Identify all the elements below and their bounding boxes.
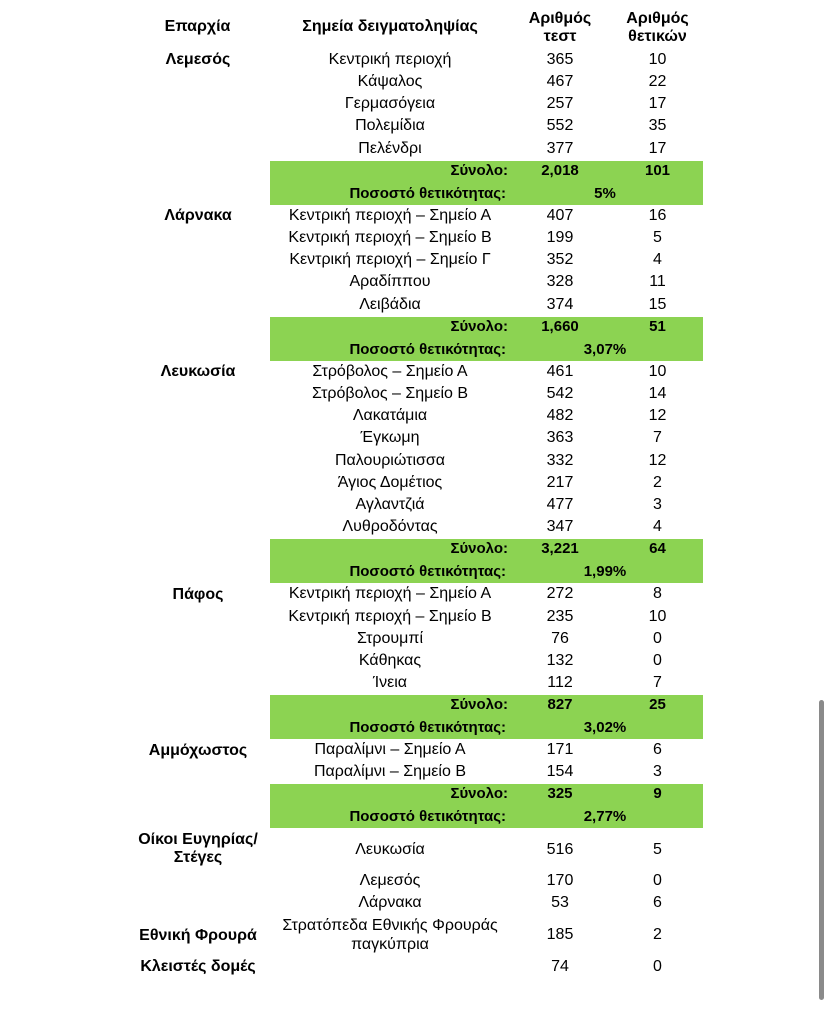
- tests-count: 477: [546, 496, 574, 513]
- table-row: [0, 672, 828, 694]
- positives-count: 8: [653, 585, 662, 602]
- table-row: [0, 739, 828, 761]
- table-row: [0, 405, 828, 427]
- site-name: Πελένδρι: [358, 140, 422, 157]
- table-row: [0, 494, 828, 516]
- site-name: Λάρνακα: [358, 894, 422, 911]
- positives-count: 0: [653, 872, 662, 889]
- header-tests-line1: Αριθμός: [528, 10, 592, 27]
- positives-count: 17: [648, 95, 667, 112]
- tests-count: 132: [546, 652, 574, 669]
- positives-count: 0: [653, 958, 662, 975]
- table-row: [0, 924, 828, 946]
- positives-count: 10: [648, 608, 667, 625]
- site-name: Κεντρική περιοχή – Σημείο Α: [288, 585, 492, 602]
- table-row: [0, 205, 828, 227]
- site-name: Αραδίππου: [349, 273, 431, 290]
- tests-count: 374: [546, 296, 574, 313]
- table-row: [0, 115, 828, 137]
- site-name: Παλουριώτισσα: [334, 452, 445, 469]
- total-tests: 827: [547, 696, 573, 713]
- positives-count: 7: [653, 429, 662, 446]
- positives-count: 12: [648, 407, 667, 424]
- site-name: Κάψαλος: [357, 73, 423, 90]
- tests-count: 516: [546, 841, 574, 858]
- header-district: Επαρχία: [164, 18, 231, 35]
- positivity-value: 2,77%: [583, 808, 627, 825]
- total-positives: 25: [649, 696, 666, 713]
- site-name: Λειβάδια: [359, 296, 421, 313]
- positivity-label: Ποσοστό θετικότητας:: [349, 808, 506, 825]
- table-row: [0, 227, 828, 249]
- tests-count: 482: [546, 407, 574, 424]
- header-tests: [510, 10, 610, 46]
- positives-count: 22: [648, 73, 667, 90]
- table-row: [0, 450, 828, 472]
- tests-count: 199: [546, 229, 574, 246]
- site-name: Λυθροδόντας: [342, 518, 438, 535]
- site-name: Ίνεια: [372, 674, 408, 691]
- total-tests: 325: [547, 785, 573, 802]
- district-name: Λεμεσός: [165, 51, 231, 68]
- site-name-line2: παγκύπρια: [351, 936, 429, 953]
- district-name-line1: Οίκοι Ευγηρίας/: [138, 831, 258, 848]
- tests-count: 363: [546, 429, 574, 446]
- tests-count: 74: [551, 958, 569, 975]
- tests-count: 552: [546, 117, 574, 134]
- positives-count: 3: [653, 763, 662, 780]
- table-row: [0, 761, 828, 783]
- site-name: Λεμεσός: [359, 872, 421, 889]
- site-name: Λακατάμια: [352, 407, 428, 424]
- positives-count: 0: [653, 630, 662, 647]
- tests-count: 154: [546, 763, 574, 780]
- site-name: Παραλίμνι – Σημείο Α: [314, 741, 466, 758]
- tests-count: 217: [546, 474, 574, 491]
- site-name: Στρόβολος – Σημείο Α: [312, 363, 468, 380]
- site-name: Κεντρική περιοχή – Σημείο Β: [288, 608, 492, 625]
- positivity-value: 3,02%: [583, 719, 627, 736]
- tests-count: 53: [551, 894, 569, 911]
- table-row: [0, 583, 828, 605]
- positives-count: 5: [653, 229, 662, 246]
- positives-count: 5: [653, 841, 662, 858]
- table-row: [0, 650, 828, 672]
- total-tests: 1,660: [541, 318, 579, 335]
- site-name: Αγλαντζιά: [355, 496, 425, 513]
- site-name: Έγκωμη: [360, 429, 420, 446]
- positivity-value: 3,07%: [583, 341, 627, 358]
- table-row: [0, 71, 828, 93]
- total-label: Σύνολο:: [450, 696, 508, 713]
- table-row: [0, 361, 828, 383]
- tests-count: 352: [546, 251, 574, 268]
- tests-count: 377: [546, 140, 574, 157]
- tests-count: 467: [546, 73, 574, 90]
- district-name: Εθνική Φρουρά: [139, 927, 257, 944]
- total-label: Σύνολο:: [450, 785, 508, 802]
- table-row: [0, 249, 828, 271]
- table-row: [0, 294, 828, 316]
- district-name: Κλειστές δομές: [140, 958, 256, 975]
- table-row: [0, 870, 828, 892]
- positives-count: 2: [653, 474, 662, 491]
- table-row: [0, 839, 828, 861]
- site-name: Λευκωσία: [355, 841, 425, 858]
- positives-count: 6: [653, 741, 662, 758]
- positivity-value: 5%: [594, 185, 616, 202]
- district-name: Λάρνακα: [164, 207, 232, 224]
- total-positives: 101: [644, 162, 671, 179]
- tests-count: 171: [546, 741, 574, 758]
- site-name: Κεντρική περιοχή: [328, 51, 452, 68]
- header-sites: Σημεία δειγματοληψίας: [302, 18, 478, 35]
- site-name: Κεντρική περιοχή – Σημείο Α: [288, 207, 492, 224]
- total-positives: 9: [653, 785, 662, 802]
- district-name-line2: Στέγες: [173, 849, 223, 866]
- header-positives-line2: θετικών: [628, 28, 687, 45]
- tests-count: 365: [546, 51, 574, 68]
- positives-count: 0: [653, 652, 662, 669]
- total-positives: 64: [649, 540, 666, 557]
- positives-count: 6: [653, 894, 662, 911]
- table-row: [0, 427, 828, 449]
- site-name: Άγιος Δομέτιος: [337, 474, 443, 491]
- vertical-scrollbar[interactable]: [819, 700, 824, 1000]
- tests-count: 347: [546, 518, 574, 535]
- site-name: Κεντρική περιοχή – Σημείο Β: [288, 229, 492, 246]
- positivity-label: Ποσοστό θετικότητας:: [349, 563, 506, 580]
- positivity-label: Ποσοστό θετικότητας:: [349, 719, 506, 736]
- site-name: Στρόβολος – Σημείο Β: [311, 385, 469, 402]
- tests-count: 407: [546, 207, 574, 224]
- positives-count: 17: [648, 140, 667, 157]
- table-row: [0, 628, 828, 650]
- positivity-value: 1,99%: [583, 563, 627, 580]
- total-positives: 51: [649, 318, 666, 335]
- table-row: [0, 892, 828, 914]
- positives-count: 3: [653, 496, 662, 513]
- positivity-label: Ποσοστό θετικότητας:: [349, 341, 506, 358]
- site-name: Κάθηκας: [358, 652, 422, 669]
- positives-count: 16: [648, 207, 667, 224]
- positives-count: 4: [653, 518, 662, 535]
- positives-count: 12: [648, 452, 667, 469]
- tests-count: 272: [546, 585, 574, 602]
- tests-count: 112: [547, 674, 573, 691]
- site-name: Στρουμπί: [356, 630, 423, 647]
- header-positives-line1: Αριθμός: [626, 10, 689, 27]
- tests-count: 76: [551, 630, 569, 647]
- positives-count: 35: [648, 117, 667, 134]
- table-row: [0, 383, 828, 405]
- tests-count: 257: [546, 95, 574, 112]
- total-tests: 2,018: [541, 162, 579, 179]
- table-row: [0, 472, 828, 494]
- header-positives: [610, 10, 705, 46]
- total-tests: 3,221: [541, 540, 579, 557]
- total-label: Σύνολο:: [450, 162, 508, 179]
- site-name: Πολεμίδια: [355, 117, 425, 134]
- table-row: [0, 956, 828, 978]
- tests-count: 328: [546, 273, 574, 290]
- site-name: Παραλίμνι – Σημείο Β: [314, 763, 466, 780]
- positivity-label: Ποσοστό θετικότητας:: [349, 185, 506, 202]
- positives-count: 10: [648, 363, 667, 380]
- tests-count: 332: [546, 452, 574, 469]
- positives-count: 15: [648, 296, 667, 313]
- table-row: [0, 93, 828, 115]
- tests-count: 461: [546, 363, 574, 380]
- tests-count: 185: [546, 926, 574, 943]
- table-row: [0, 49, 828, 71]
- positives-count: 4: [653, 251, 662, 268]
- table-row: [0, 271, 828, 293]
- positives-count: 11: [649, 273, 666, 290]
- site-name-line1: Στρατόπεδα Εθνικής Φρουράς: [282, 917, 498, 934]
- table-row: [0, 138, 828, 160]
- positives-count: 2: [653, 926, 662, 943]
- header-tests-line2: τεστ: [543, 28, 577, 45]
- positives-count: 7: [653, 674, 662, 691]
- district-name: Πάφος: [172, 586, 224, 603]
- total-label: Σύνολο:: [450, 540, 508, 557]
- total-label: Σύνολο:: [450, 318, 508, 335]
- table-row: [0, 606, 828, 628]
- positives-count: 14: [648, 385, 667, 402]
- site-name: Κεντρική περιοχή – Σημείο Γ: [289, 251, 491, 268]
- district-name: Λευκωσία: [160, 363, 236, 380]
- tests-count: 542: [546, 385, 574, 402]
- positives-count: 10: [648, 51, 667, 68]
- district-name: Αμμόχωστος: [148, 742, 248, 759]
- tests-count: 235: [546, 608, 574, 625]
- table-row: [0, 516, 828, 538]
- tests-count: 170: [546, 872, 574, 889]
- site-name: Γερμασόγεια: [344, 95, 436, 112]
